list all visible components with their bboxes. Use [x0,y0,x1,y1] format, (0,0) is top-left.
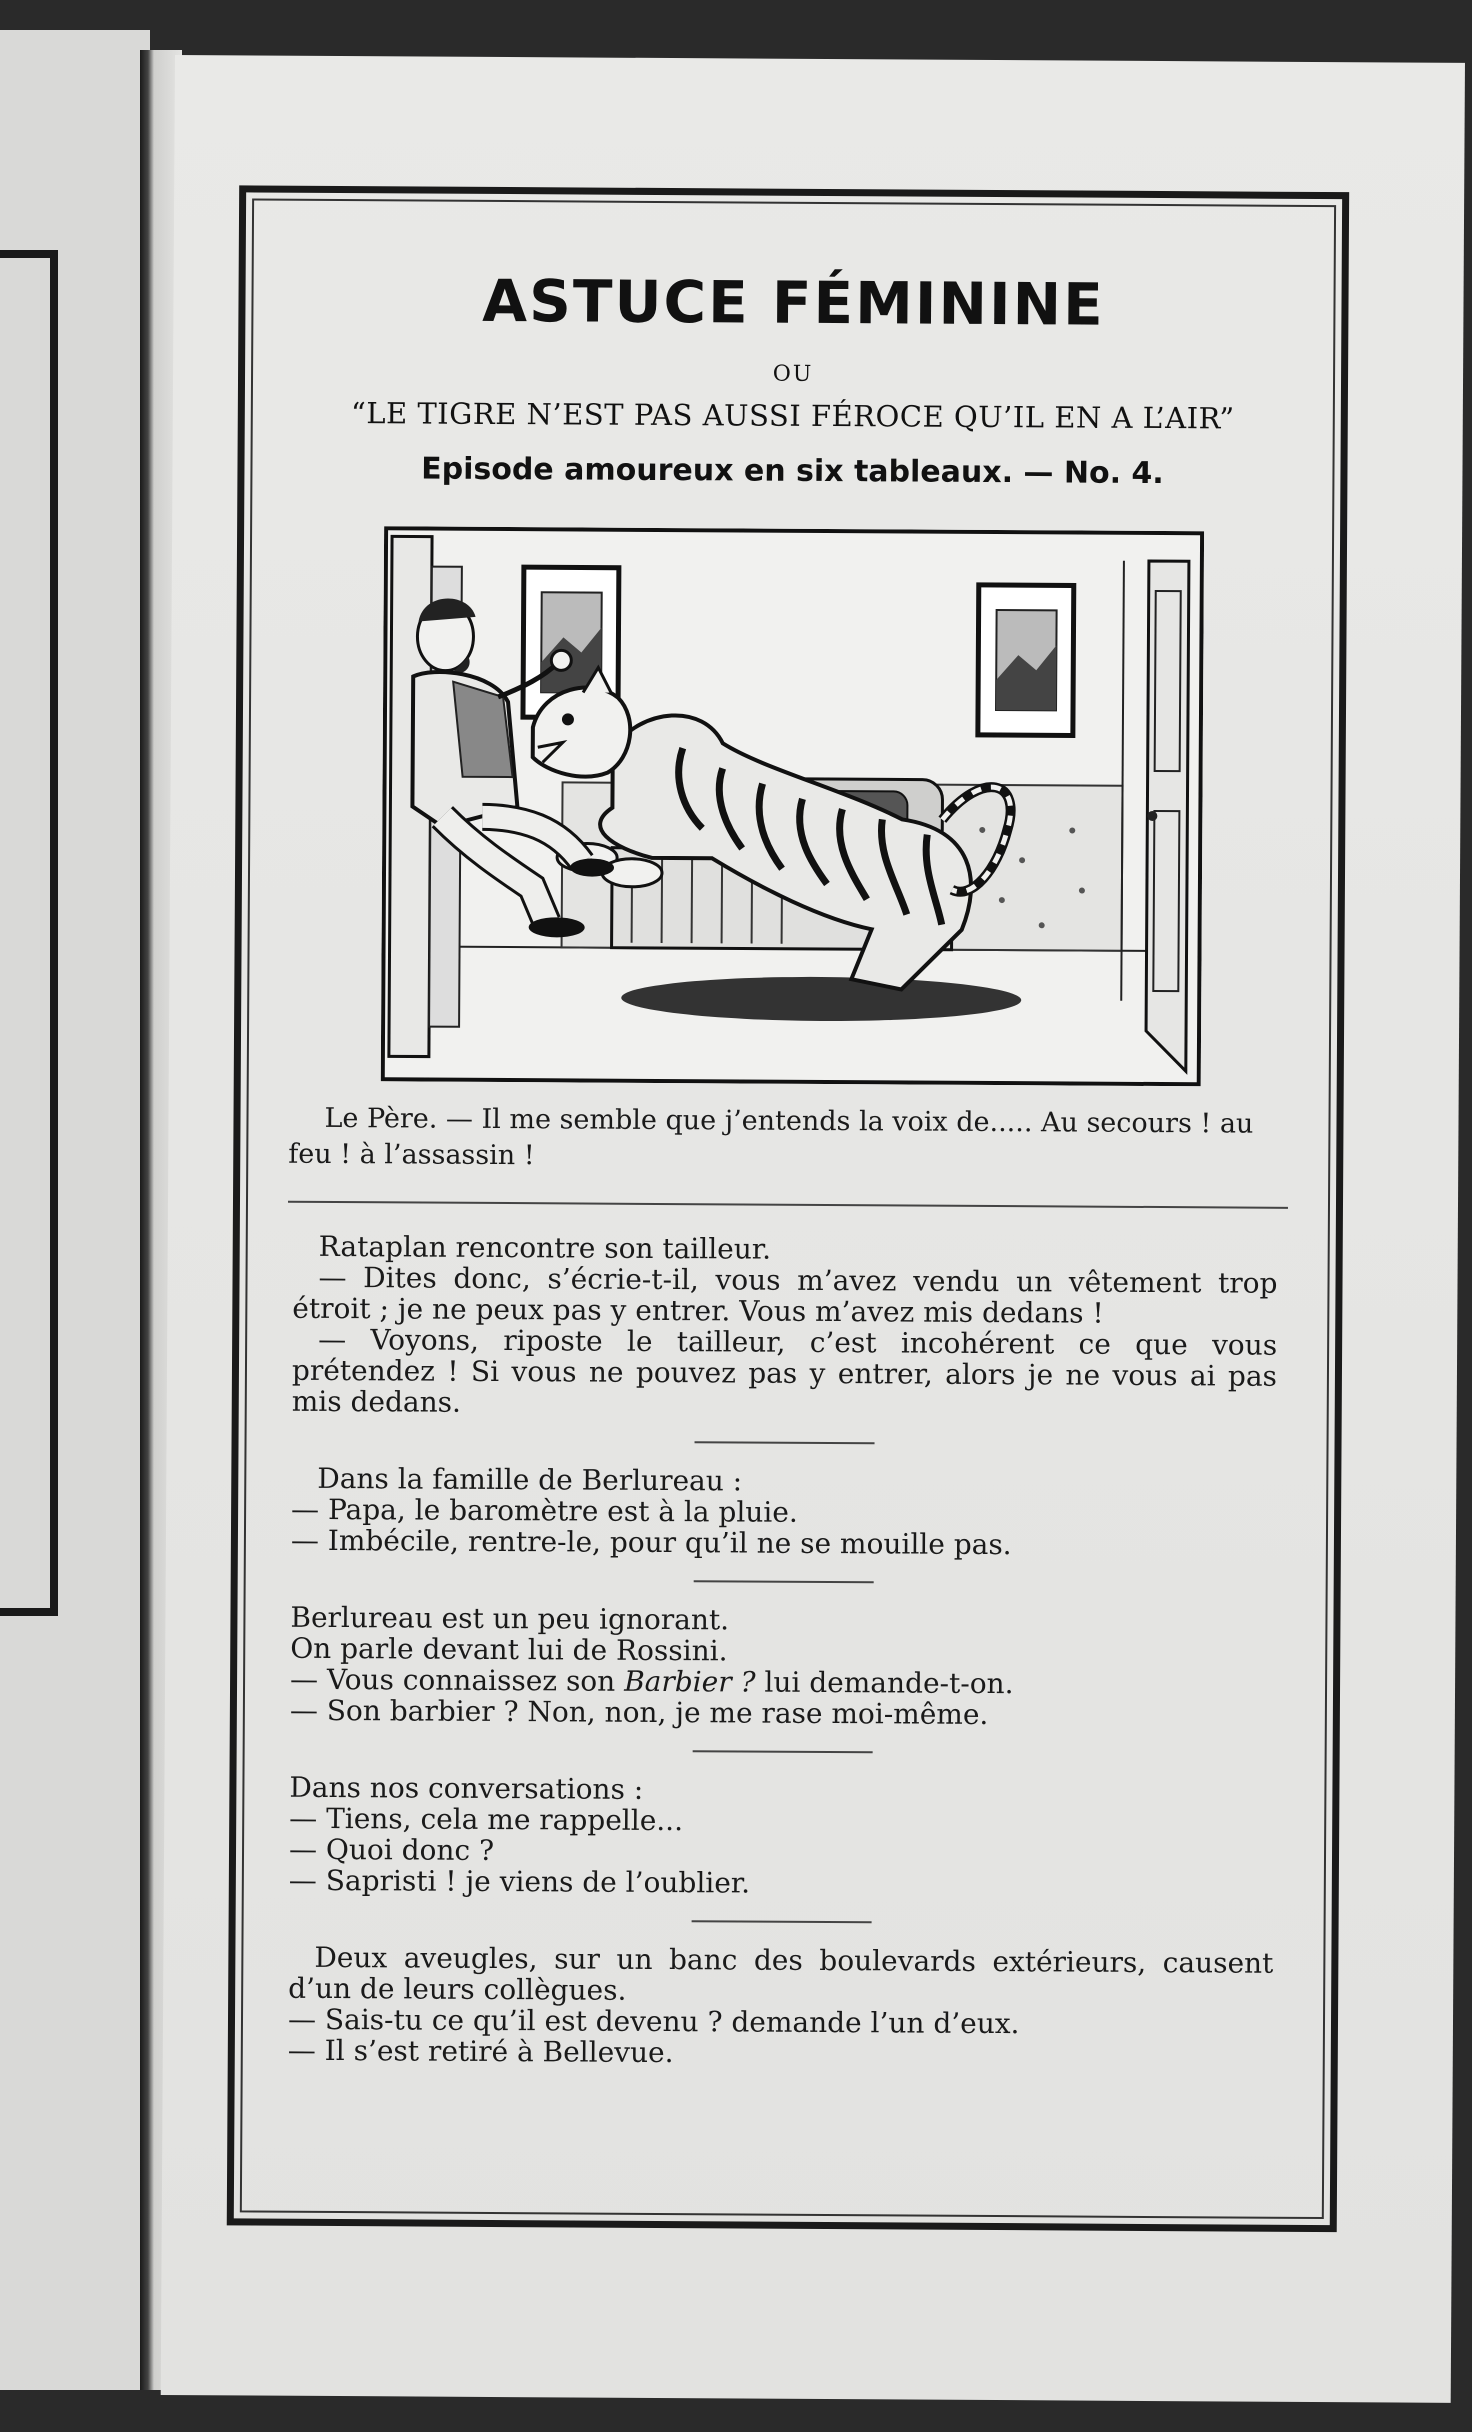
joke-line: Dans la famille de Berlureau : [317,1461,743,1498]
joke-line: — Sais-tu ce qu’il est devenu ? demande l’un d’eux. [287,2002,1020,2041]
joke-line: Deux aveugles, sur un banc des boulevards extérieurs, causent d’un de leurs collègues. [288,1940,1274,2007]
joke-separator [693,1580,873,1583]
joke-line: On parle devant lui de Rossini. [290,1631,728,1668]
joke-blind-men [288,1942,1274,2072]
joke-line: — Papa, le baromètre est à la pluie. [291,1492,798,1529]
jokes-section [288,1231,1278,2072]
joke-rossini [290,1602,1276,1732]
tiger-illustration [381,526,1204,1086]
joke-line: — Sapristi ! je viens de l’oublier. [288,1863,751,1900]
joke-separator [694,1441,874,1444]
left-page [0,30,150,2390]
episode-line: Episode amoureux en six tableaux. — No. 4. [421,451,1164,492]
left-page-frame [0,250,58,1616]
joke-conversations [289,1772,1275,1902]
illustration-caption: Le Père. — Il me semble que j’entends la voix de..... Au secours ! au feu ! à l’assassin ! [288,1102,1254,1172]
joke-line: — Voyons, riposte le tailleur, c’est incohérent ce que vous prétendez ! Si vous ne pouvez pas y entrer, alors je ne vous ai pas mis dedans. [291,1322,1278,1419]
joke-line: — Il s’est retiré à Bellevue. [287,2033,674,2070]
page-border [227,185,1349,2232]
joke-line: — Vous connaissez son Barbier ? lui demande-t-on. [289,1662,1014,1701]
joke-line: — Quoi donc ? [288,1832,495,1867]
joke-line: Berlureau est un peu ignorant. [290,1600,730,1637]
joke-separator [692,1750,872,1753]
title-conjunction: OU [772,361,814,387]
section-divider [288,1201,1288,1209]
joke-line: — Tiens, cela me rappelle... [289,1801,684,1838]
joke-separator [691,1920,871,1923]
joke-tailor [292,1231,1278,1423]
page-border-inner [240,198,1336,2219]
joke-line: — Dites donc, s’écrie-t-il, vous m’avez vendu un vêtement trop étroit ; je ne peux pas y entrer. Vous m’avez mis dedans ! [292,1260,1278,1330]
joke-barometer [291,1463,1277,1562]
joke-line: — Imbécile, rentre-le, pour qu’il ne se mouille pas. [290,1523,1012,1562]
joke-line: Rataplan rencontre son tailleur. [318,1229,772,1266]
right-page [161,55,1465,2403]
page-subtitle: “LE TIGRE N’EST PAS AUSSI FÉROCE QU’IL EN A L’AIR” [350,396,1235,436]
joke-line: — Son barbier ? Non, non, je me rase moi-même. [289,1693,989,1731]
joke-line: Dans nos conversations : [289,1770,644,1806]
page-title: ASTUCE FÉMININE [482,266,1105,339]
